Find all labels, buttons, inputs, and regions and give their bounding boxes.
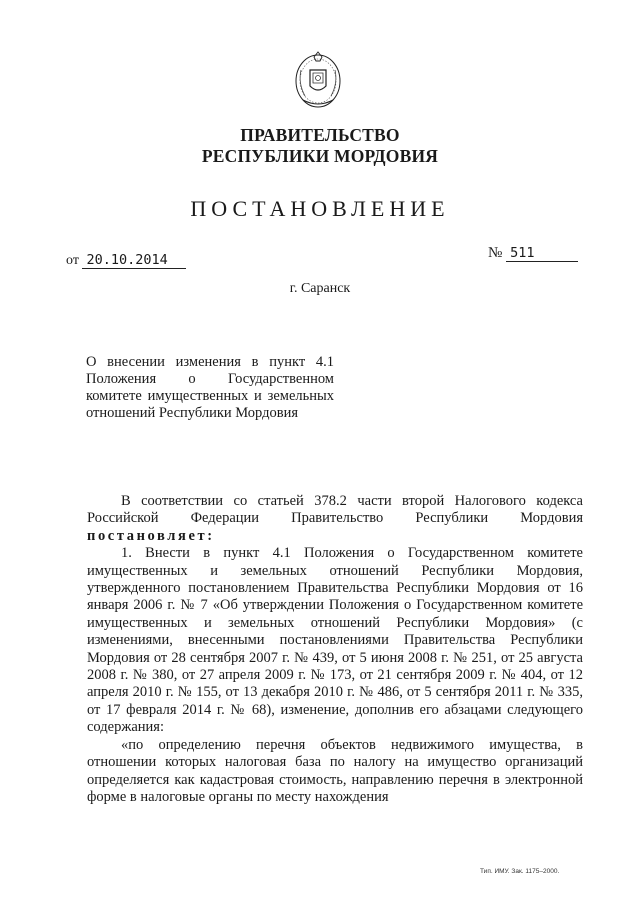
decree-body [87,493,583,806]
government-name-line1: ПРАВИТЕЛЬСТВО [240,125,400,145]
date-value: 20.10.2014 [82,252,186,269]
preamble-text: В соответствии со статьей 378.2 части второй Налогового кодекса Российской Федерации Правительство Республики Мордовия [87,493,583,527]
print-imprint: Тип. ИМУ. Зак. 1175–2000. [480,868,560,875]
paragraph-item-1: 1. Внести в пункт 4.1 Положения о Государственном комитете имущественных и земельных отношений Республики Мордовия, утвержденного постановлением Правительства Республики Мордовия от 16 января 2006 г. № 7 «Об утверждении Положения о Государственном комитете имущественных и земельных отношений Республики Мордовия» (с изменениями, внесенными постановлениями Правительства Республики Мордовия от 28 сентября 2007 г. № 439, от 5 июня 2008 г. № 251, от 25 августа 2008 г. № 380, от 27 апреля 2009 г. № 173, от 21 сентября 2009 г. № 404, от 12 апреля 2010 г. № 155, от 13 декабря 2010 г. № 486, от 5 сентября 2011 г. № 335, от 17 февраля 2014 г. № 68), изменение, дополнив его абзацами следующего содержания: [87,545,583,736]
government-name-line2: РЕСПУБЛИКИ МОРДОВИЯ [201,146,439,166]
date-prefix: от [66,253,79,268]
number-prefix: № [488,245,503,261]
city-label: г. Саранск [289,281,351,296]
decree-subject: О внесении изменения в пункт 4.1 Положения о Государственном комитете имущественных и земельных отношений Республики Мордовия [86,354,334,421]
date-field [66,252,186,269]
number-field [488,245,578,262]
paragraph-preamble [87,493,583,545]
decree-keyword: постановляет: [87,527,215,544]
coat-of-arms-icon [293,50,343,110]
document-type-title: ПОСТАНОВЛЕНИЕ [190,196,450,221]
number-value: 511 [506,245,578,262]
paragraph-addition: «по определению перечня объектов недвижимого имущества, в отношении которых налоговая база по налогу на имущество организаций определяется как кадастровая стоимость, направлению перечня в электронной форме в налоговые органы по месту нахождения [87,736,583,805]
